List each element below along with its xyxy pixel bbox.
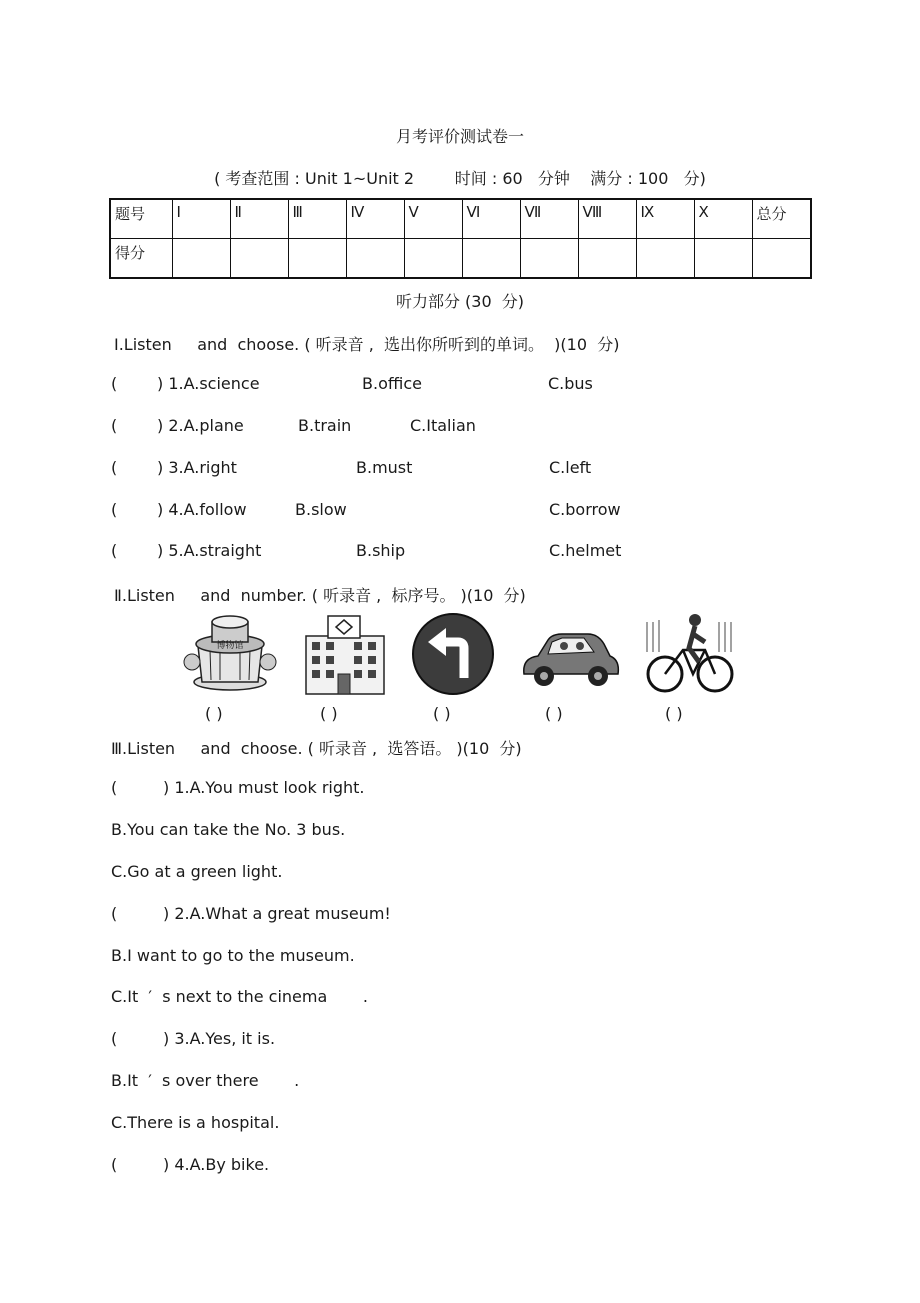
option-b: B.train: [298, 416, 352, 435]
header-cell: Ⅸ: [636, 199, 694, 239]
header-cell: Ⅵ: [462, 199, 520, 239]
option-b: B.must: [356, 458, 413, 477]
score-cell[interactable]: [636, 239, 694, 279]
option-line: C.It ′ s next to the cinema .: [111, 987, 368, 1006]
header-cell: Ⅰ: [172, 199, 230, 239]
option-line: C.Go at a green light.: [111, 862, 283, 881]
question-2: ) 2.A.plane: [157, 416, 244, 435]
listening-heading: 听力部分 (30 分): [395, 292, 525, 311]
option-b: B.office: [362, 374, 422, 393]
header-cell: Ⅶ: [520, 199, 578, 239]
hospital-icon: [298, 612, 390, 696]
picture-answer-paren[interactable]: ( ): [665, 704, 683, 723]
picture-answer-paren[interactable]: ( ): [545, 704, 563, 723]
page-title: 月考评价测试卷一: [395, 127, 524, 146]
score-cell[interactable]: [462, 239, 520, 279]
option-b: B.slow: [295, 500, 347, 519]
option-c: C.borrow: [549, 500, 621, 519]
option-b: B.ship: [356, 541, 406, 560]
row-label: 得分: [110, 239, 172, 279]
option-c: C.left: [549, 458, 592, 477]
option-line: B.I want to go to the museum.: [111, 946, 355, 965]
score-cell[interactable]: [288, 239, 346, 279]
turn-left-sign-icon: [410, 612, 496, 696]
score-cell[interactable]: [404, 239, 462, 279]
part3-question-3: ( ) 3.A.Yes, it is.: [111, 1029, 276, 1048]
score-cell[interactable]: [230, 239, 288, 279]
car-icon: [518, 612, 622, 696]
answer-paren[interactable]: (: [111, 374, 118, 393]
question-3: ) 3.A.right: [157, 458, 237, 477]
part3-question-4: ( ) 4.A.By bike.: [111, 1155, 270, 1174]
header-cell: Ⅷ: [578, 199, 636, 239]
option-line: C.There is a hospital.: [111, 1113, 280, 1132]
header-cell: Ⅴ: [404, 199, 462, 239]
header-cell: 总分: [752, 199, 811, 239]
bicycle-icon: [643, 612, 737, 696]
museum-sign: 博物馆: [216, 641, 244, 651]
score-cell[interactable]: [578, 239, 636, 279]
header-cell: Ⅲ: [288, 199, 346, 239]
header-cell: 题号: [110, 199, 172, 239]
score-table-score-row: [110, 239, 811, 279]
score-cell[interactable]: [346, 239, 404, 279]
part2-heading: Ⅱ.Listen and number. ( 听录音 , 标序号。 )(10 分): [114, 586, 526, 605]
part3-heading: Ⅲ.Listen and choose. ( 听录音 , 选答语。 )(10 分): [111, 739, 522, 758]
part3-question-1: ( ) 1.A.You must look right.: [111, 778, 365, 797]
option-c: C.helmet: [549, 541, 622, 560]
option-c: C.bus: [548, 374, 593, 393]
exam-info: ( 考查范围 : Unit 1~Unit 2 时间 : 60 分钟 满分 : 100 分): [214, 169, 706, 188]
answer-paren[interactable]: (: [111, 416, 118, 435]
score-cell[interactable]: [172, 239, 230, 279]
picture-answer-paren[interactable]: ( ): [320, 704, 338, 723]
answer-paren[interactable]: (: [111, 458, 118, 477]
header-cell: Ⅱ: [230, 199, 288, 239]
option-line: B.It ′ s over there .: [111, 1071, 300, 1090]
part3-question-2: ( ) 2.A.What a great museum!: [111, 904, 391, 923]
question-1: ) 1.A.science: [157, 374, 260, 393]
score-table-header-row: [110, 199, 811, 239]
question-4: ) 4.A.follow: [157, 500, 247, 519]
option-c: C.Italian: [410, 416, 476, 435]
header-cell: Ⅳ: [346, 199, 404, 239]
picture-answer-paren[interactable]: ( ): [433, 704, 451, 723]
museum-icon: [182, 612, 278, 696]
score-cell[interactable]: [694, 239, 752, 279]
score-cell[interactable]: [752, 239, 811, 279]
picture-answer-paren[interactable]: ( ): [205, 704, 223, 723]
part1-heading: Ⅰ.Listen and choose. ( 听录音 , 选出你所听到的单词。 )(10 分): [114, 335, 620, 354]
question-5: ) 5.A.straight: [157, 541, 262, 560]
answer-paren[interactable]: (: [111, 500, 118, 519]
score-cell[interactable]: [520, 239, 578, 279]
score-table: [109, 198, 812, 279]
option-line: B.You can take the No. 3 bus.: [111, 820, 346, 839]
answer-paren[interactable]: (: [111, 541, 118, 560]
header-cell: Ⅹ: [694, 199, 752, 239]
